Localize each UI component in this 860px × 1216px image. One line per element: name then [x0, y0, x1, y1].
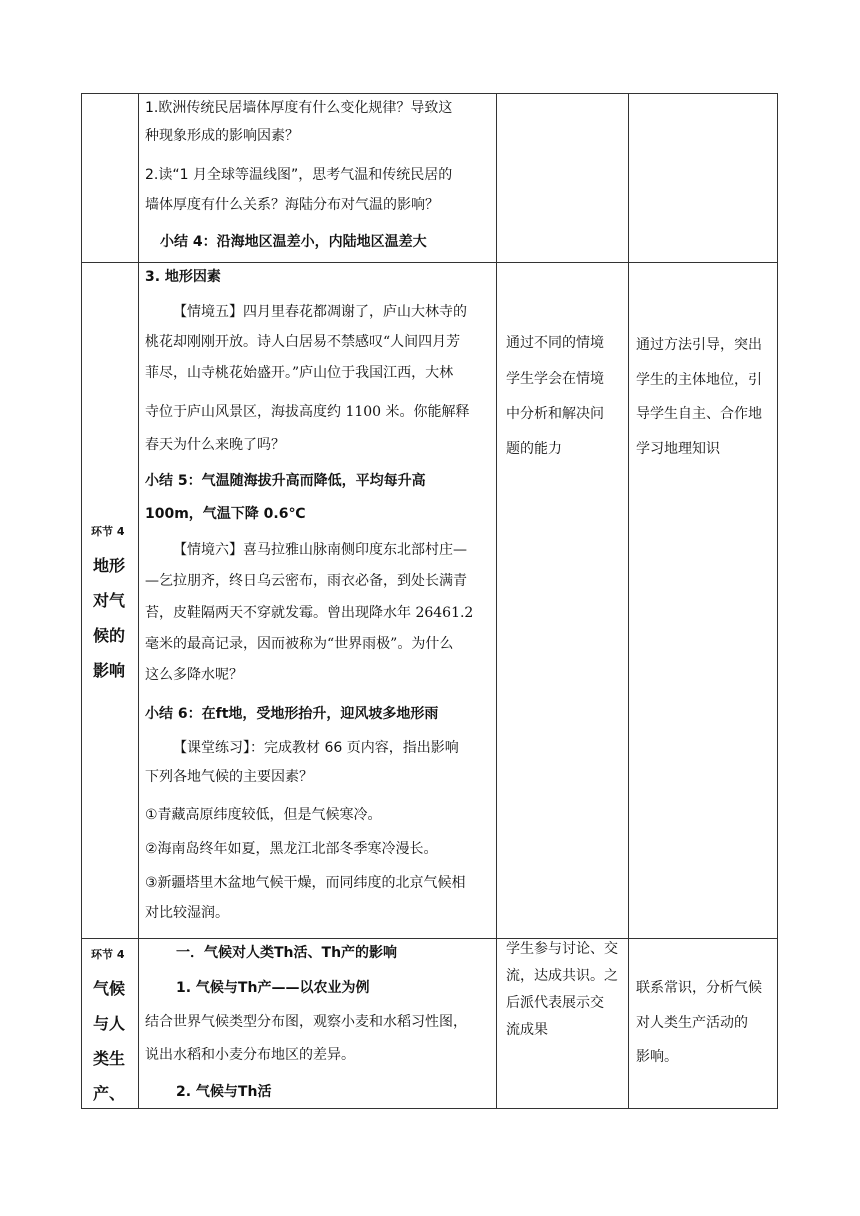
- exercise-line-2: 下列各地气候的主要因素？: [145, 769, 313, 785]
- scenario-5-line-2: 桃花却刚刚开放。诗人白居易不禁感叹“人间四月芳: [145, 334, 461, 350]
- stage-2-title-line-2: 与人: [93, 1014, 126, 1033]
- student-activity-2-line-4: 流成果: [506, 1022, 548, 1038]
- scenario-5-line-4: 寺位于庐山风景区，海拔高度约 1100 米。你能解释: [145, 404, 470, 420]
- stage-2-title-line-1: 气候: [93, 979, 126, 998]
- design-intent-line-4: 学习地理知识: [636, 441, 720, 457]
- section-heading-climate-impact: 一．气候对人类Th活、Th产的影响: [176, 945, 398, 961]
- stage-2-title-line-4: 产、: [93, 1084, 126, 1103]
- section-heading-terrain: 3. 地形因素: [145, 269, 221, 285]
- question-1-line-2: 种现象形成的影响因素？: [145, 128, 299, 144]
- table-column-divider-3: [628, 93, 629, 1109]
- scenario-6-line-2: —乞拉朋齐，终日乌云密布，雨衣必备，到处长满青: [145, 573, 467, 589]
- table-row-divider-2: [81, 938, 778, 939]
- student-activity-line-1: 通过不同的情境: [506, 335, 604, 351]
- design-intent-line-3: 导学生自主、合作地: [636, 406, 762, 422]
- stage-title-line-1: 地形: [93, 556, 126, 575]
- student-activity-2-line-3: 后派代表展示交: [506, 995, 604, 1011]
- table-border-bottom: [81, 1108, 778, 1109]
- design-intent-line-1: 通过方法引导，突出: [636, 337, 762, 353]
- paragraph-line-1: 结合世界气候类型分布图，观察小麦和水稻习性图，: [145, 1014, 467, 1030]
- exercise-item-1: ①青藏高原纬度较低，但是气候寒冷。: [145, 807, 382, 823]
- design-intent-2-line-3: 影响。: [636, 1049, 678, 1065]
- stage-title-line-4: 影响: [93, 661, 126, 680]
- student-activity-line-3: 中分析和解决问: [506, 406, 604, 422]
- question-2-line-1: 2.读“1 月全球等温线图”，思考气温和传统民居的: [145, 167, 453, 183]
- subsection-2: 2. 气候与Th活: [176, 1084, 272, 1100]
- stage-label-small: 环节 4: [91, 525, 125, 538]
- summary-6: 小结 6：在ft地，受地形抬升，迎风坡多地形雨: [145, 706, 439, 722]
- scenario-6-line-4: 毫米的最高记录，因而被称为“世界雨极”。为什么: [145, 636, 454, 652]
- scenario-5-line-5: 春天为什么来晚了吗？: [145, 437, 285, 453]
- stage-title-line-3: 候的: [93, 626, 126, 645]
- scenario-6-line-5: 这么多降水呢？: [145, 667, 243, 683]
- table-border-top: [81, 93, 778, 94]
- scenario-5-line-3: 菲尽，山寺桃花始盛开。”庐山位于我国江西，大林: [145, 365, 454, 381]
- stage-title-line-2: 对气: [93, 591, 126, 610]
- student-activity-line-4: 题的能力: [506, 441, 562, 457]
- summary-5-line-2: 100m，气温下降 0.6℃: [145, 506, 306, 522]
- stage-label-small-2: 环节 4: [91, 948, 125, 961]
- table-row-divider-1: [81, 262, 778, 263]
- table-column-divider-2: [496, 93, 497, 1109]
- subsection-1: 1. 气候与Th产——以农业为例: [176, 980, 370, 996]
- exercise-item-3-line-1: ③新疆塔里木盆地气候干燥，而同纬度的北京气候相: [145, 875, 466, 891]
- paragraph-line-2: 说出水稻和小麦分布地区的差异。: [145, 1047, 355, 1063]
- question-1-line-1: 1.欧洲传统民居墙体厚度有什么变化规律？导致这: [145, 100, 453, 116]
- scenario-5-line-1: 【情境五】四月里春花都凋谢了，庐山大林寺的: [173, 304, 467, 320]
- student-activity-2-line-1: 学生参与讨论、交: [506, 941, 618, 957]
- exercise-item-3-line-2: 对比较湿润。: [145, 905, 229, 921]
- question-2-line-2: 墙体厚度有什么关系？海陆分布对气温的影响？: [145, 197, 439, 213]
- exercise-item-2: ②海南岛终年如夏，黑龙江北部冬季寒冷漫长。: [145, 841, 438, 857]
- table-border-right: [777, 93, 778, 1109]
- scenario-6-line-3: 苔，皮鞋隔两天不穿就发霉。曾出现降水年 26461.2: [145, 605, 474, 621]
- table-column-divider-1: [138, 93, 139, 1109]
- design-intent-line-2: 学生的主体地位，引: [636, 372, 762, 388]
- summary-4: 小结 4：沿海地区温差小，内陆地区温差大: [160, 234, 427, 250]
- table-border-left: [81, 93, 82, 1109]
- scenario-6-line-1: 【情境六】喜马拉雅山脉南侧印度东北部村庄—: [173, 542, 467, 558]
- student-activity-line-2: 学生学会在情境: [506, 371, 604, 387]
- summary-5-line-1: 小结 5：气温随海拔升高而降低，平均每升高: [145, 473, 426, 489]
- design-intent-2-line-1: 联系常识，分析气候: [636, 980, 762, 996]
- stage-2-title-line-3: 类生: [93, 1049, 126, 1068]
- exercise-line-1: 【课堂练习】：完成教材 66 页内容，指出影响: [173, 740, 459, 756]
- design-intent-2-line-2: 对人类生产活动的: [636, 1015, 748, 1031]
- student-activity-2-line-2: 流，达成共识。之: [506, 968, 618, 984]
